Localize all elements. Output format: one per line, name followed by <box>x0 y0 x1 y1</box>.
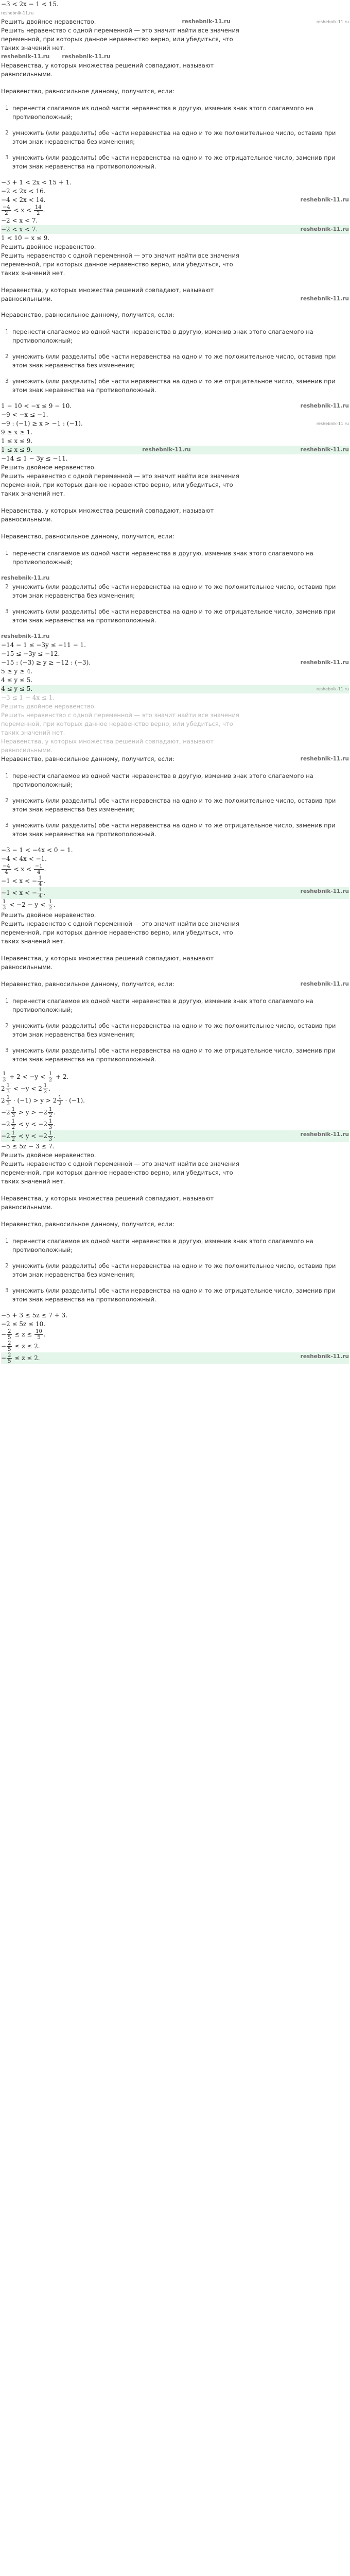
answer: −2 $\frac{1}{2}$ < y < −2 $\frac{1}{3}$ . <box>1 1130 56 1142</box>
intro-line: переменной, при которых данное неравенство верно, или убедиться, что <box>1 261 233 268</box>
equivalence-definition: Неравенства, у которых множества решений совпадают, называют <box>1 62 214 69</box>
rule-item <box>1 772 349 789</box>
watermark: reshebnik-11.ru <box>300 888 349 894</box>
intro-line: переменной, при которых данное неравенство верно, или убедиться, что <box>1 481 233 488</box>
rule-text: перенести слагаемое из одной части неравенства в другую, изменив знак этого слагаемого на противоположный; <box>12 328 313 344</box>
intro-line: переменной, при которых данное неравенство верно, или убедиться, что <box>1 720 233 727</box>
equivalence-definition: Неравенства, у которых множества решений совпадают, называют <box>1 955 214 962</box>
rule-text: умножить (или разделить) обе части неравенства на одно и то же отрицательное число, заменив при этом знак неравенства на противоположный. <box>12 822 336 838</box>
intro-line: Решить двойное неравенство. <box>1 703 96 710</box>
rule-item <box>1 104 349 122</box>
rule-text: перенести слагаемое из одной части неравенства в другую, изменив знак этого слагаемого на противоположный; <box>12 105 313 121</box>
fraction: $\frac{1}{3}$ <box>48 1118 52 1130</box>
watermark: reshebnik-11.ru <box>300 447 349 453</box>
fraction: $\frac{14}{2}$ <box>34 205 42 216</box>
rule-item <box>1 129 349 146</box>
rule-text: перенести слагаемое из одной части неравенства в другую, изменив знак этого слагаемого на противоположный; <box>12 550 313 566</box>
answer-row <box>1 1130 349 1142</box>
solution-step: $\frac{-4}{4}$ < x < $\frac{-1}{4}$ . <box>3 863 46 875</box>
problem-start: 1 < 10 − x ≤ 9. <box>1 234 50 242</box>
answer: −1 < x < − $\frac{1}{4}$ . <box>1 887 46 899</box>
fraction: $\frac{1}{2}$ <box>48 899 52 911</box>
rule-text: умножить (или разделить) обе части неравенства на одно и то же положительное число, оставив при этом знак неравенства без изменения; <box>12 797 336 813</box>
solution-step: 4 ≤ y ≤ 5. <box>1 676 33 684</box>
rule-text: умножить (или разделить) обе части неравенства на одно и то же отрицательное число, заменив при этом знак неравенства на противоположный. <box>12 608 336 624</box>
watermark: reshebnik-11.ru <box>300 197 349 203</box>
watermark: reshebnik-11.ru <box>300 1131 349 1138</box>
rule-item <box>1 1262 349 1279</box>
rule-item <box>1 1286 349 1304</box>
rule-number: 2 <box>5 584 9 590</box>
watermark: reshebnik-11.ru <box>62 54 111 60</box>
solution-step: −1 < x < − $\frac{1}{4}$ . <box>1 875 46 887</box>
rule-item <box>1 997 349 1014</box>
answer: − $\frac{2}{5}$ ≤ z ≤ 2. <box>1 1352 40 1364</box>
watermark: reshebnik-11.ru <box>316 20 349 24</box>
solution-step: −2 ≤ 5z ≤ 10. <box>1 1320 46 1328</box>
fraction: $\frac{1}{2}$ <box>11 1130 15 1142</box>
solution-step: −2 $\frac{1}{2}$ < y < −2 $\frac{1}{3}$ . <box>1 1118 56 1130</box>
fraction: $\frac{1}{3}$ <box>11 1107 15 1118</box>
solution-step: −15 : (−3) ≥ y ≥ −12 : (−3). <box>1 659 91 666</box>
rule-number: 1 <box>5 773 9 779</box>
fraction: $\frac{1}{2}$ <box>48 1107 52 1118</box>
fraction: $\frac{2}{5}$ <box>8 1352 11 1364</box>
intro-line: Решить двойное неравенство. <box>1 243 96 250</box>
rule-number: 2 <box>5 130 9 136</box>
problem-start: −3 ≤ 1 − 4x ≤ 1. <box>1 694 55 701</box>
rule-item <box>1 583 349 600</box>
rule-number: 1 <box>5 105 9 111</box>
equivalence-definition: равносильными. <box>1 516 53 523</box>
solution-step: 1 − 10 < −x ≤ 9 − 10. <box>1 402 72 410</box>
rule-number: 3 <box>5 155 9 161</box>
intro-line: Решить двойное неравенство. <box>1 911 96 919</box>
rule-number: 2 <box>5 798 9 804</box>
rule-item <box>1 821 349 839</box>
answer-row <box>1 1352 349 1364</box>
watermark: reshebnik-11.ru <box>182 19 231 25</box>
fraction: $\frac{1}{3}$ <box>48 1130 52 1142</box>
solution-step: −9 : (−1) ≥ x > −1 : (−1). <box>1 420 83 427</box>
rule-number: 2 <box>5 1023 9 1029</box>
problem-1-start-row <box>1 0 349 9</box>
fraction: $\frac{1}{2}$ <box>58 1095 62 1107</box>
fraction: $\frac{10}{5}$ <box>36 1329 42 1341</box>
rule-number: 1 <box>5 550 9 556</box>
solution-step: −3 − 1 < −4x < 0 − 1. <box>1 846 73 854</box>
solution-step: −4 < 2x < 14. <box>1 196 46 204</box>
watermark: reshebnik-11.ru <box>300 981 349 987</box>
intro-line: таких значений нет. <box>1 1178 65 1185</box>
rule-text: перенести слагаемое из одной части неравенства в другую, изменив знак этого слагаемого на противоположный; <box>12 772 313 788</box>
rule-number: 3 <box>5 822 9 828</box>
equivalence-definition: равносильными. <box>1 71 53 78</box>
solution-step: −4 < 4x < −1. <box>1 855 47 862</box>
watermark: reshebnik-11.ru <box>300 1353 349 1360</box>
rule-number: 3 <box>5 1047 9 1054</box>
rule-text: перенести слагаемое из одной части неравенства в другую, изменив знак этого слагаемого на противоположный; <box>12 997 313 1013</box>
fraction: $\frac{1}{2}$ <box>11 1118 15 1130</box>
rule-item <box>1 352 349 370</box>
answer-row <box>1 446 349 454</box>
equivalence-prompt: Неравенство, равносильное данному, получится, если: <box>1 755 174 762</box>
answer: 1 ≤ x ≤ 9. <box>1 446 33 453</box>
solution-step: −2 < 2x < 16. <box>1 188 46 195</box>
intro-line: переменной, при которых данное неравенство верно, или убедиться, что <box>1 929 233 936</box>
rule-text: умножить (или разделить) обе части неравенства на одно и то же положительное число, оставив при этом знак неравенства без изменения; <box>12 1262 336 1278</box>
equivalence-prompt: Неравенство, равносильное данному, получится, если: <box>1 1221 174 1228</box>
rule-text: умножить (или разделить) обе части неравенства на одно и то же отрицательное число, заменив при этом знак неравенства на противоположный. <box>12 1287 336 1303</box>
watermark: reshebnik-11.ru <box>142 447 191 453</box>
intro-line: Решить неравенство с одной переменной — это значит найти все значения <box>1 920 239 927</box>
intro-line: Решить двойное неравенство. <box>1 1151 96 1159</box>
fraction: $\frac{-4}{4}$ <box>3 863 10 875</box>
answer: −2 < x < 7. <box>1 226 38 233</box>
rule-number: 1 <box>5 998 9 1004</box>
intro-line: Решить неравенство с одной переменной — это значит найти все значения <box>1 1160 239 1167</box>
intro-line: Решить неравенство с одной переменной — это значит найти все значения <box>1 472 239 480</box>
rule-number: 1 <box>5 1238 9 1244</box>
solution-step: 1 ≤ x ≤ 9. <box>1 437 33 445</box>
answer: 4 ≤ y ≤ 5. <box>1 685 33 692</box>
watermark: reshebnik-11.ru <box>300 296 349 302</box>
solution-step: 2 $\frac{1}{3}$ < −y < 2 $\frac{1}{2}$ . <box>1 1083 51 1095</box>
rule-number: 3 <box>5 608 9 615</box>
fraction: $\frac{1}{2}$ <box>43 1083 47 1095</box>
intro-line: таких значений нет. <box>1 269 65 277</box>
rule-item <box>1 549 349 567</box>
fraction: $\frac{1}{2}$ <box>48 1071 52 1083</box>
rule-text: умножить (или разделить) обе части неравенства на одно и то же положительное число, оставив при этом знак неравенства без изменения; <box>12 129 336 145</box>
watermark: reshebnik-11.ru <box>300 403 349 409</box>
fraction: $\frac{1}{4}$ <box>38 875 42 887</box>
equivalence-prompt: Неравенство, равносильное данному, получится, если: <box>1 311 174 318</box>
equivalence-definition: равносильными. <box>1 747 53 754</box>
answer-row <box>1 887 349 899</box>
rule-number: 3 <box>5 1287 9 1294</box>
fraction: $\frac{1}{4}$ <box>38 887 42 899</box>
solution-step: −15 ≤ −3y ≤ −12. <box>1 650 60 657</box>
equivalence-definition: Неравенства, у которых множества решений совпадают, называют <box>1 286 214 294</box>
equivalence-definition: Неравенства, у которых множества решений совпадают, называют <box>1 738 214 745</box>
watermark: reshebnik-11.ru <box>300 659 349 666</box>
watermark: reshebnik-11.ru <box>300 226 349 232</box>
solution-step: −3 + 1 < 2x < 15 + 1. <box>1 179 72 186</box>
rule-number: 3 <box>5 378 9 384</box>
fraction: $\frac{2}{5}$ <box>8 1341 11 1352</box>
rule-item <box>1 1046 349 1064</box>
problem-start: −5 ≤ 5z − 3 ≤ 7. <box>1 1143 55 1150</box>
rule-number: 2 <box>5 1263 9 1269</box>
equivalence-definition: Неравенства, у которых множества решений совпадают, называют <box>1 1195 214 1202</box>
answer-row <box>1 685 349 693</box>
fraction: $\frac{1}{3}$ <box>6 1095 10 1107</box>
equivalence-prompt: Неравенство, равносильное данному, получится, если: <box>1 88 174 95</box>
intro-line: таких значений нет. <box>1 729 65 736</box>
equivalence-prompt: Неравенство, равносильное данному, получится, если: <box>1 980 174 988</box>
solution-step: − $\frac{2}{5}$ ≤ z ≤ $\frac{10}{5}$ . <box>1 1329 46 1341</box>
watermark: reshebnik-11.ru <box>1 575 50 581</box>
equivalence-prompt: Неравенство, равносильное данному, получится, если: <box>1 533 174 540</box>
intro-line: таких значений нет. <box>1 44 65 52</box>
rule-number: 2 <box>5 353 9 360</box>
rule-item <box>1 1022 349 1039</box>
intro-line: Решить неравенство с одной переменной — это значит найти все значения <box>1 711 239 719</box>
solution-step: $\frac{-4}{2}$ < x < $\frac{14}{2}$ . <box>3 205 45 216</box>
fraction: $\frac{-4}{2}$ <box>3 205 10 216</box>
solution-step: − $\frac{2}{5}$ ≤ z ≤ 2. <box>1 1341 40 1352</box>
fraction: $\frac{1}{3}$ <box>3 899 6 911</box>
fraction: $\frac{-1}{4}$ <box>34 863 43 875</box>
rule-item <box>1 377 349 395</box>
solution-step: 5 ≥ y ≥ 4. <box>1 668 33 675</box>
watermark: reshebnik-11.ru <box>1 633 50 639</box>
watermark: reshebnik-11.ru <box>1 11 34 15</box>
solution-step: 2 $\frac{1}{3}$ · (−1) > y > 2 $\frac{1}{2}$ · (−1). <box>1 1095 85 1107</box>
fraction: $\frac{1}{3}$ <box>3 1071 6 1083</box>
watermark: reshebnik-11.ru <box>1 54 50 60</box>
problem-start: −14 ≤ 1 − 3y ≤ −11. <box>1 455 68 462</box>
rule-text: умножить (или разделить) обе части неравенства на одно и то же отрицательное число, заменив при этом знак неравенства на противоположный. <box>12 378 336 394</box>
intro-row <box>1 18 349 26</box>
solution-step: 9 ≥ x ≥ 1. <box>1 429 33 436</box>
rule-text: умножить (или разделить) обе части неравенства на одно и то же положительное число, оставив при этом знак неравенства без изменения; <box>12 353 336 369</box>
intro-line: таких значений нет. <box>1 938 65 945</box>
intro-line: Решить неравенство с одной переменной — это значит найти все значения <box>1 252 239 259</box>
solution-step: −5 + 3 ≤ 5z ≤ 7 + 3. <box>1 1312 68 1319</box>
intro-line: Решить двойное неравенство. <box>1 464 96 471</box>
problem-start: $\frac{1}{3}$ < −2 − y < $\frac{1}{2}$ . <box>3 899 56 911</box>
answer-row <box>1 225 349 234</box>
watermark: reshebnik-11.ru <box>300 756 349 762</box>
intro-line: Решить неравенство с одной переменной — это значит найти все значения <box>1 27 239 34</box>
equivalence-definition: равносильными. <box>1 1204 53 1211</box>
solution-step: $\frac{1}{3}$ + 2 < −y < $\frac{1}{2}$ + 2. <box>3 1071 69 1083</box>
equivalence-definition: Неравенства, у которых множества решений совпадают, называют <box>1 507 214 514</box>
solution-step: −9 < −x ≤ −1. <box>1 411 48 418</box>
rule-text: умножить (или разделить) обе части неравенства на одно и то же положительное число, оставив при этом знак неравенства без изменения; <box>12 1022 336 1038</box>
rule-text: умножить (или разделить) обе части неравенства на одно и то же отрицательное число, заменив при этом знак неравенства на противоположный. <box>12 154 336 170</box>
intro-line: переменной, при которых данное неравенство верно, или убедиться, что <box>1 1169 233 1176</box>
fraction: $\frac{1}{3}$ <box>6 1083 10 1095</box>
rule-item <box>1 607 349 625</box>
solution-step: −14 − 1 ≤ −3y ≤ −11 − 1. <box>1 641 86 649</box>
rule-text: умножить (или разделить) обе части неравенства на одно и то же отрицательное число, заменив при этом знак неравенства на противоположный. <box>12 1047 336 1063</box>
problem-start: −3 < 2x − 1 < 15. <box>1 1 59 8</box>
rule-text: перенести слагаемое из одной части неравенства в другую, изменив знак этого слагаемого на противоположный; <box>12 1238 313 1253</box>
solution-step: −2 $\frac{1}{3}$ > y > −2 $\frac{1}{2}$ . <box>1 1107 56 1118</box>
rule-item <box>1 1237 349 1255</box>
rule-item <box>1 154 349 171</box>
rule-item <box>1 328 349 345</box>
equivalence-definition: равносильными. <box>1 963 53 971</box>
watermark: reshebnik-11.ru <box>316 687 349 691</box>
rule-item <box>1 796 349 814</box>
rule-number: 1 <box>5 329 9 335</box>
equivalence-definition: равносильными. <box>1 295 53 302</box>
rule-text: умножить (или разделить) обе части неравенства на одно и то же положительное число, оставив при этом знак неравенства без изменения; <box>12 583 336 599</box>
intro-line: таких значений нет. <box>1 490 65 497</box>
intro-line: переменной, при которых данное неравенство верно, или убедиться, что <box>1 36 233 43</box>
intro-line: Решить двойное неравенство. <box>1 18 96 25</box>
solution-step: −2 < x < 7. <box>1 217 38 224</box>
fraction: $\frac{2}{5}$ <box>8 1329 11 1341</box>
watermark: reshebnik-11.ru <box>316 421 349 426</box>
